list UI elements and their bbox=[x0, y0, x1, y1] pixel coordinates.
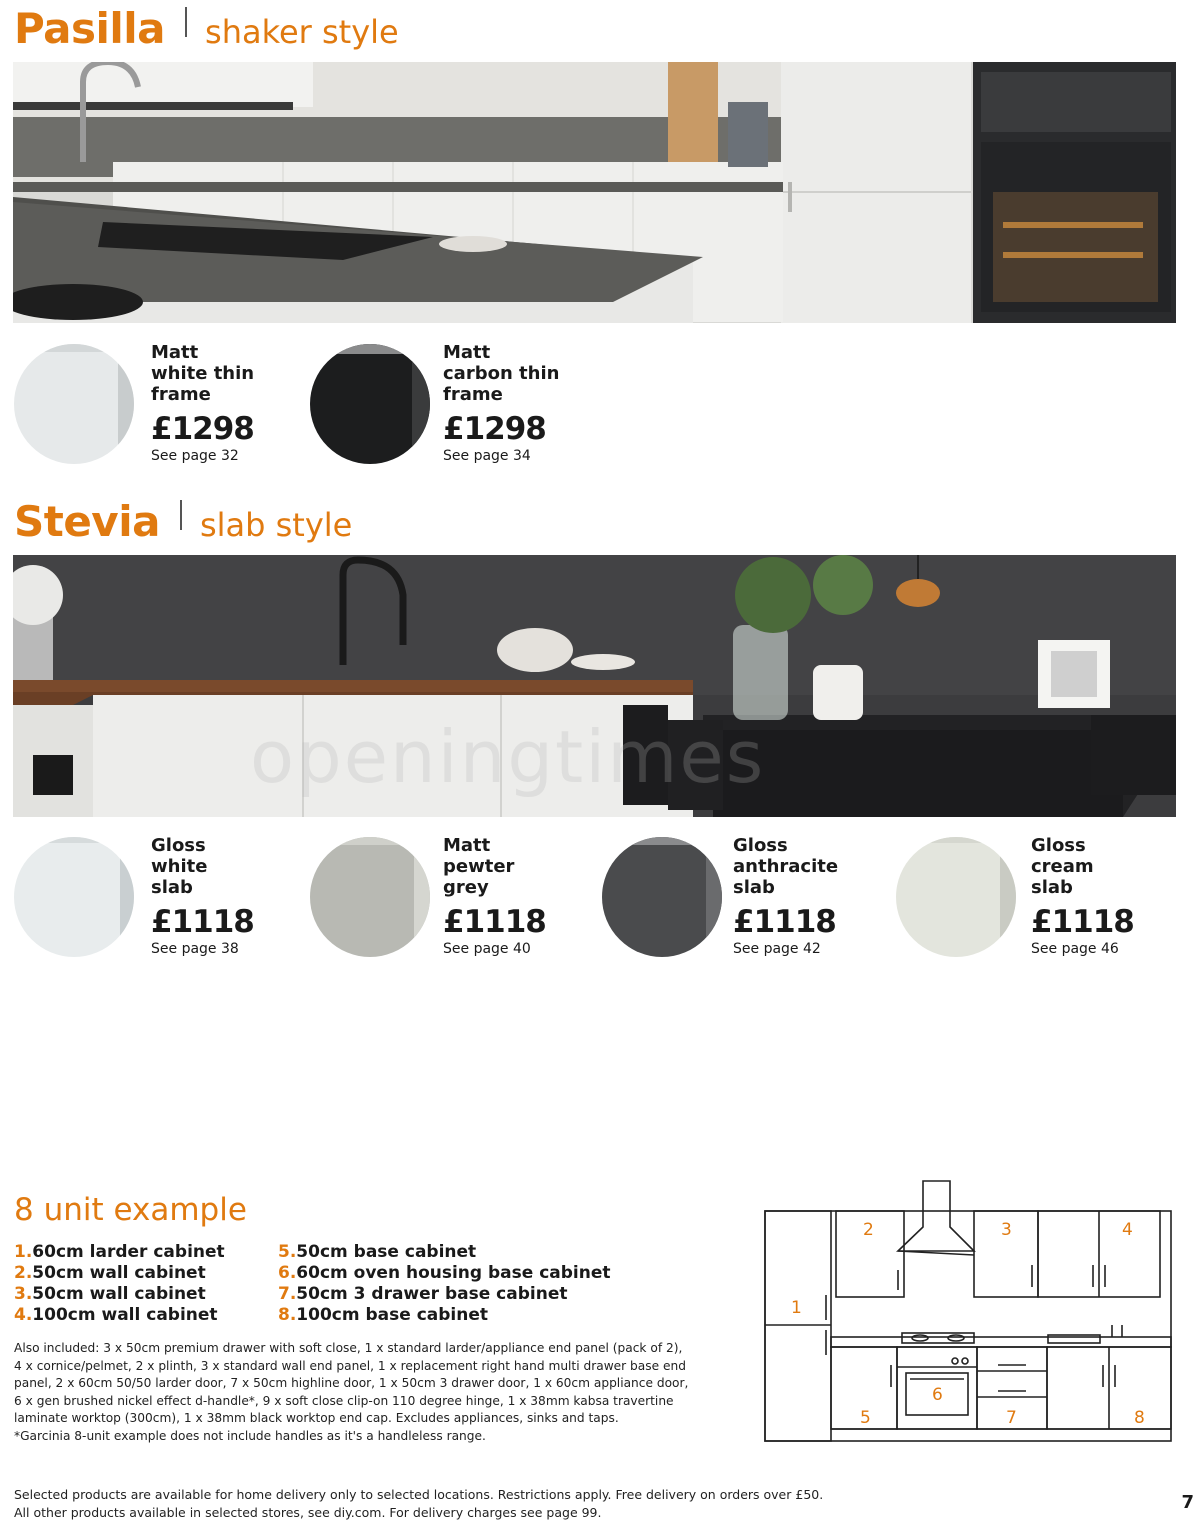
diagram-label-8: 8 bbox=[1134, 1408, 1145, 1428]
range-name: Stevia bbox=[14, 497, 160, 546]
finish-name bbox=[1031, 835, 1200, 898]
finish-name-line: slab bbox=[733, 877, 775, 898]
finish-name bbox=[733, 835, 903, 898]
diagram-label-6: 6 bbox=[932, 1385, 943, 1405]
swatch-gloss-white-slab bbox=[14, 837, 134, 957]
finish-name-line: pewter bbox=[443, 856, 515, 877]
finish-name-line: carbon thin bbox=[443, 363, 560, 384]
unit-label: 100cm base cabinet bbox=[296, 1305, 489, 1325]
finish-name-line: Matt bbox=[151, 342, 199, 363]
finish-gloss-cream-slab bbox=[1031, 835, 1200, 957]
finish-price: £1118 bbox=[1031, 904, 1134, 940]
unit-number: 6. bbox=[278, 1263, 297, 1283]
finish-page-ref: See page 34 bbox=[443, 448, 531, 464]
finish-name-line: anthracite bbox=[733, 856, 839, 877]
pasilla-kitchen-photo bbox=[13, 62, 1176, 323]
diagram-label-1: 1 bbox=[791, 1298, 802, 1318]
swatch-matt-carbon-thin-frame bbox=[310, 344, 430, 464]
unit-label: 50cm 3 drawer base cabinet bbox=[296, 1284, 568, 1304]
unit-item bbox=[278, 1242, 611, 1263]
unit-label: 60cm oven housing base cabinet bbox=[296, 1263, 611, 1283]
unit-number: 8. bbox=[278, 1305, 297, 1325]
finish-name-line: white thin bbox=[151, 363, 255, 384]
unit-item bbox=[14, 1263, 225, 1284]
finish-name-line: Gloss bbox=[733, 835, 788, 856]
also-included-line: laminate worktop (300cm), 1 x 38mm black worktop end cap. Excludes appliances, sinks and taps. bbox=[14, 1411, 619, 1425]
finish-name-line: frame bbox=[151, 384, 211, 405]
finish-name bbox=[151, 835, 321, 898]
watermark: openingtimes bbox=[250, 715, 766, 799]
finish-matt-carbon-thin-frame bbox=[443, 342, 613, 464]
diagram-label-7: 7 bbox=[1006, 1408, 1017, 1428]
pasilla-heading bbox=[14, 4, 399, 53]
also-included-line: 6 x gen brushed nickel effect d-handle*, 9 x soft close clip-on 110 degree hinge, 1 x 38mm kabsa travertine bbox=[14, 1393, 674, 1408]
range-style: shaker style bbox=[205, 13, 399, 51]
example-title: 8 unit example bbox=[14, 1192, 247, 1228]
also-included-line: panel, 2 x 60cm 50/50 larder door, 7 x 50cm highline door, 1 x 50cm 3 drawer door, 1 x 60cm appliance door, bbox=[14, 1376, 689, 1390]
unit-label: 60cm larder cabinet bbox=[32, 1242, 225, 1262]
also-included-line: Also included: 3 x 50cm premium drawer with soft close, 1 x standard larder/appliance end panel (pack of 2), bbox=[14, 1341, 683, 1355]
also-included-text bbox=[14, 1340, 734, 1445]
swatch-matt-white-thin-frame bbox=[14, 344, 134, 464]
stevia-heading bbox=[14, 497, 352, 546]
diagram-label-2: 2 bbox=[863, 1220, 874, 1240]
kitchen-unit-diagram bbox=[760, 1175, 1175, 1445]
unit-item bbox=[278, 1305, 611, 1326]
range-style: slab style bbox=[199, 506, 353, 544]
finish-page-ref: See page 32 bbox=[151, 448, 239, 464]
unit-number: 7. bbox=[278, 1284, 297, 1304]
finish-price: £1118 bbox=[151, 904, 254, 940]
unit-label: 100cm wall cabinet bbox=[32, 1305, 218, 1325]
finish-name-line: cream bbox=[1031, 856, 1094, 877]
unit-item bbox=[278, 1284, 611, 1305]
finish-name bbox=[443, 342, 613, 405]
unit-item bbox=[14, 1305, 225, 1326]
finish-gloss-white-slab bbox=[151, 835, 321, 957]
finish-name-line: frame bbox=[443, 384, 503, 405]
footer-line: All other products available in selected stores, see diy.com. For delivery charges see page 99. bbox=[14, 1505, 602, 1520]
swatch-matt-pewter-grey bbox=[310, 837, 430, 957]
finish-name-line: slab bbox=[151, 877, 193, 898]
page-number: 7 bbox=[1181, 1492, 1194, 1513]
finish-name-line: slab bbox=[1031, 877, 1073, 898]
finish-name-line: white bbox=[151, 856, 208, 877]
diagram-label-5: 5 bbox=[860, 1408, 871, 1428]
unit-label: 50cm wall cabinet bbox=[32, 1284, 206, 1304]
footer-line: Selected products are available for home delivery only to selected locations. Restrictions apply. Free delivery on orders over £50. bbox=[14, 1487, 824, 1502]
finish-matt-white-thin-frame bbox=[151, 342, 321, 464]
finish-name-line: Gloss bbox=[151, 835, 206, 856]
finish-price: £1118 bbox=[733, 904, 836, 940]
footer-notes bbox=[14, 1486, 823, 1522]
finish-page-ref: See page 42 bbox=[733, 941, 821, 957]
finish-name-line: Matt bbox=[443, 835, 491, 856]
also-included-line: 4 x cornice/pelmet, 2 x plinth, 3 x standard wall end panel, 1 x replacement right hand multi drawer base end bbox=[14, 1358, 686, 1373]
unit-item bbox=[14, 1242, 225, 1263]
unit-number: 3. bbox=[14, 1284, 33, 1304]
unit-label: 50cm wall cabinet bbox=[32, 1263, 206, 1283]
unit-number: 4. bbox=[14, 1305, 33, 1325]
finish-page-ref: See page 38 bbox=[151, 941, 239, 957]
unit-number: 1. bbox=[14, 1242, 33, 1262]
unit-list-left bbox=[14, 1242, 225, 1326]
diagram-label-4: 4 bbox=[1122, 1220, 1133, 1240]
unit-number: 2. bbox=[14, 1263, 33, 1283]
finish-name-line: grey bbox=[443, 877, 489, 898]
finish-page-ref: See page 46 bbox=[1031, 941, 1119, 957]
finish-price: £1298 bbox=[443, 411, 546, 447]
diagram-label-3: 3 bbox=[1001, 1220, 1012, 1240]
swatch-gloss-anthracite-slab bbox=[602, 837, 722, 957]
range-name: Pasilla bbox=[14, 4, 166, 53]
unit-list-right bbox=[278, 1242, 611, 1326]
unit-label: 50cm base cabinet bbox=[296, 1242, 477, 1262]
unit-item bbox=[278, 1263, 611, 1284]
unit-number: 5. bbox=[278, 1242, 297, 1262]
finish-page-ref: See page 40 bbox=[443, 941, 531, 957]
finish-name bbox=[151, 342, 321, 405]
finish-name-line: Gloss bbox=[1031, 835, 1086, 856]
finish-price: £1298 bbox=[151, 411, 254, 447]
finish-name bbox=[443, 835, 613, 898]
heading-divider bbox=[185, 7, 187, 37]
also-included-line: *Garcinia 8-unit example does not include handles as it's a handleless range. bbox=[14, 1428, 486, 1443]
unit-item bbox=[14, 1284, 225, 1305]
swatch-gloss-cream-slab bbox=[896, 837, 1016, 957]
finish-gloss-anthracite-slab bbox=[733, 835, 903, 957]
finish-name-line: Matt bbox=[443, 342, 491, 363]
finish-price: £1118 bbox=[443, 904, 546, 940]
heading-divider bbox=[180, 500, 182, 530]
finish-matt-pewter-grey bbox=[443, 835, 613, 957]
